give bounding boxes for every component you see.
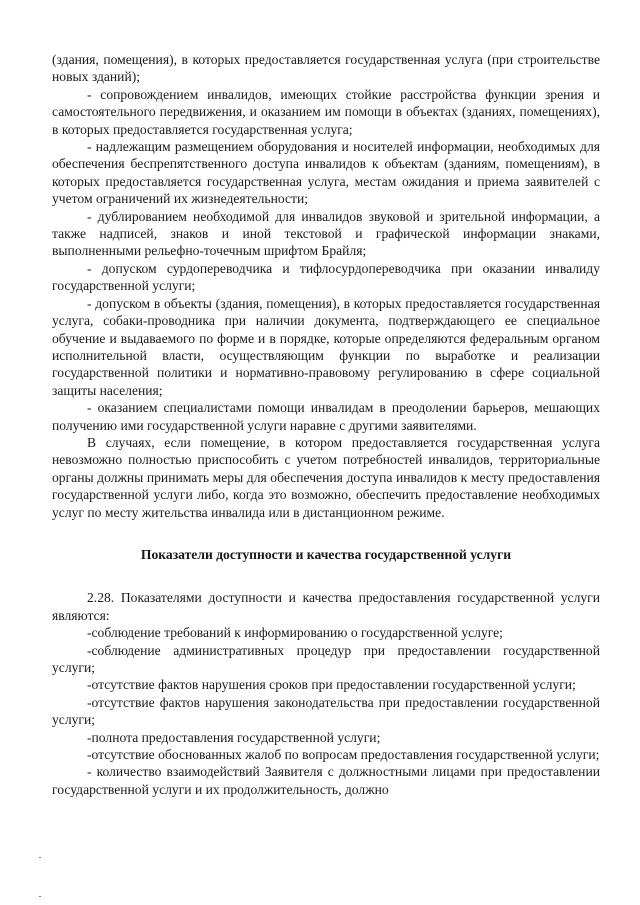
paragraph-2-28: 2.28. Показателями доступности и качества предоставления государственной услуги являются:	[52, 590, 600, 623]
list-item-legislation: -отсутствие фактов нарушения законодательства при предоставлении государственной услуги;	[52, 694, 600, 728]
scan-speck	[39, 857, 41, 858]
section-heading: Показатели доступности и качества государственной услуги	[140, 546, 512, 562]
scan-speck	[39, 896, 41, 897]
paragraph-braille: - дублированием необходимой для инвалидов звуковой и зрительной информации, а также надписей, знаков и иной текстовой и графической информации знаками, выполненными рельефно-точечным шрифтом Брайля;	[52, 208, 600, 259]
paragraph-specialist-help: - оказанием специалистами помощи инвалидам в преодолении барьеров, мешающих получению ими государственной услуги наравне с другими заявителями.	[52, 400, 600, 433]
list-item-informing: -соблюдение требований к информированию о государственной услуге;	[87, 625, 503, 641]
paragraph-premises-cases: В случаях, если помещение, в котором предоставляется государственная услуга невозможно полностью приспособить с учетом потребностей инвалидов, территориальные органы должны принимать меры для обеспечения доступа инвалидов к месту предоставления государственной услуги либо, когда это возможно, обеспечить предоставление необходимых услуг по месту жительства инвалида или в дистанционном режиме.	[52, 434, 600, 520]
paragraph-equipment: - надлежащим размещением оборудования и носителей информации, необходимых для обеспечения беспрепятственного доступа инвалидов к объектам (зданиям, помещениям), в которых предоставляется государственная услуга, местам ожидания и приема заявителей с учетом ограничений их жизнедеятельности;	[52, 139, 600, 207]
document-body-bottom	[52, 589, 600, 798]
list-item-admin-procedures: -соблюдение административных процедур при предоставлении государственной услуги;	[52, 642, 600, 675]
paragraph-guide-dog: - допуском в объекты (здания, помещения), в которых предоставляется государственная услуга, собаки-проводника при наличии документа, подтверждающего ее специальное обучение и выдаваемого по форме и в порядке, которые определяются федеральным органом исполнительной власти, осуществляющим функции по выработке и реализации государственной политики и нормативно-правовому регулированию в сфере социальной защиты населения;	[52, 295, 600, 398]
paragraph-escort: - сопровождением инвалидов, имеющих стойкие расстройства функции зрения и самостоятельного передвижения, и оказанием им помощи в объектах (зданиях, помещениях), в которых предоставляется государственная услуга;	[52, 86, 600, 137]
document-body-top	[52, 51, 600, 521]
paragraph-sign-interpreter: - допуском сурдопереводчика и тифлосурдопереводчика при оказании инвалиду государственной услуги;	[52, 260, 600, 294]
paragraph-construction: (здания, помещения), в которых предоставляется государственная услуга (при строительстве новых зданий);	[52, 52, 600, 85]
list-item-deadlines: -отсутствие фактов нарушения сроков при предоставлении государственной услуги;	[87, 677, 576, 693]
list-item-completeness: -полнота предоставления государственной услуги;	[87, 729, 381, 745]
list-item-interactions: - количество взаимодействий Заявителя с должностными лицами при предоставлении государственной услуги и их продолжительность, должно	[52, 764, 600, 797]
list-item-complaints: -отсутствие обоснованных жалоб по вопросам предоставления государственной услуги;	[87, 747, 600, 763]
